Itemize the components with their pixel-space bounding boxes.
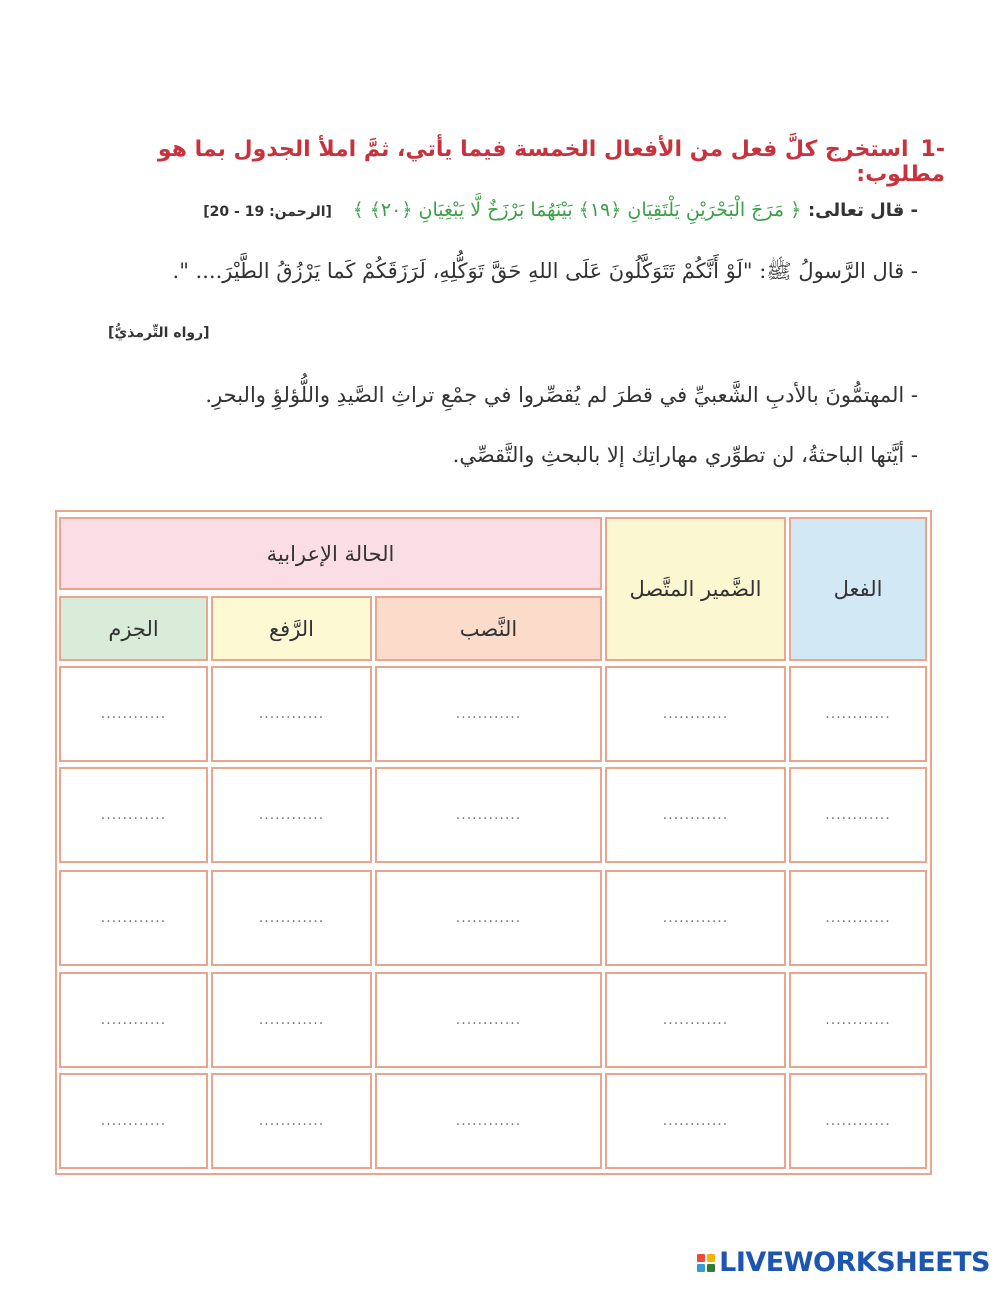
answer-placeholder: ............: [258, 706, 325, 722]
header-verb: الفعل: [789, 517, 927, 661]
answer-placeholder: ............: [825, 1113, 891, 1129]
answer-cell-verb[interactable]: [789, 972, 927, 1068]
answer-cell-verb[interactable]: [789, 767, 927, 863]
answer-cell-jazm[interactable]: [59, 666, 208, 762]
answer-cell-verb[interactable]: [789, 666, 927, 762]
answer-placeholder: ............: [455, 1113, 522, 1129]
quran-intro: - قال تعالى:: [807, 200, 918, 221]
header-attached-pronoun: الضَّمير المتَّصل: [605, 517, 786, 661]
sentence-4: - أيَّتها الباحثةُ، لن تطوِّري مهاراتِك إلا بالبحثِ والتَّقصِّي.: [452, 443, 918, 467]
answer-cell-verb[interactable]: [789, 870, 927, 966]
answer-cell-jazm[interactable]: [59, 1073, 208, 1169]
answer-placeholder: ............: [258, 1012, 325, 1028]
answer-placeholder: ............: [825, 1012, 891, 1028]
answer-placeholder: ............: [455, 910, 522, 926]
exercise-number: -1: [920, 137, 945, 162]
answer-cell-pronoun[interactable]: [605, 666, 786, 762]
answer-cell-raf[interactable]: [211, 666, 372, 762]
answer-cell-jazm[interactable]: [59, 972, 208, 1068]
header-grammatical-case: الحالة الإعرابية: [59, 517, 602, 590]
answer-placeholder: ............: [662, 1113, 729, 1129]
exercise-instruction-text: استخرج كلَّ فعل من الأفعال الخمسة فيما يأتي، ثمَّ املأ الجدول بما هو مطلوب:: [157, 137, 945, 187]
brand-name: LIVEWORKSHEETS: [719, 1247, 990, 1278]
answer-placeholder: ............: [100, 1012, 167, 1028]
answer-placeholder: ............: [455, 1012, 522, 1028]
hadith-narrator: [رواه التِّرمذيُّ]: [108, 325, 210, 341]
quran-line: [98, 197, 918, 221]
answer-cell-nasb[interactable]: [375, 666, 602, 762]
answer-placeholder: ............: [258, 1113, 325, 1129]
answer-placeholder: ............: [455, 807, 522, 823]
liveworksheets-logo-icon: [697, 1254, 715, 1272]
answer-placeholder: ............: [662, 807, 729, 823]
answer-cell-raf[interactable]: [211, 972, 372, 1068]
answer-cell-pronoun[interactable]: [605, 972, 786, 1068]
answer-cell-raf[interactable]: [211, 870, 372, 966]
answer-cell-pronoun[interactable]: [605, 767, 786, 863]
sentence-3: - المهتمُّونَ بالأدبِ الشَّعبيِّ في قطرَ لم يُقصِّروا في جمْعِ تراثِ الصَّيدِ واللُّؤلؤِ والبحرِ.: [205, 383, 918, 407]
header-jazm: الجزم: [59, 596, 208, 661]
answer-cell-pronoun[interactable]: [605, 870, 786, 966]
answer-placeholder: ............: [258, 910, 325, 926]
answer-placeholder: ............: [100, 706, 167, 722]
answer-placeholder: ............: [662, 1012, 729, 1028]
answer-placeholder: ............: [662, 910, 729, 926]
quran-reference: [الرحمن: 19 - 20]: [203, 204, 332, 220]
answer-cell-raf[interactable]: [211, 767, 372, 863]
hadith-line: - قال الرَّسولُ ﷺ: "لَوْ أَنَّكُمْ تَتَوَكَّلُونَ عَلَى اللهِ حَقَّ تَوَكُّلِهِ، لَرَزَقَكُمْ كَما يَرْزُقُ الطَّيْرَ.... ".: [172, 259, 918, 283]
header-raf: الرَّفع: [211, 596, 372, 661]
answer-placeholder: ............: [825, 706, 891, 722]
quran-verse: ﴿ مَرَجَ الْبَحْرَيْنِ يَلْتَقِيَانِ ﴿١٩﴾ بَيْنَهُمَا بَرْزَخٌ لَّا يَبْغِيَانِ ﴿٢٠﴾ ﴾: [352, 199, 802, 221]
answer-placeholder: ............: [455, 706, 522, 722]
answer-placeholder: ............: [100, 807, 167, 823]
answer-cell-nasb[interactable]: [375, 1073, 602, 1169]
liveworksheets-logo: [697, 1247, 990, 1278]
answer-cell-jazm[interactable]: [59, 870, 208, 966]
answer-cell-nasb[interactable]: [375, 767, 602, 863]
answer-placeholder: ............: [100, 910, 167, 926]
answer-placeholder: ............: [825, 910, 891, 926]
answer-cell-pronoun[interactable]: [605, 1073, 786, 1169]
answer-cell-verb[interactable]: [789, 1073, 927, 1169]
answer-cell-raf[interactable]: [211, 1073, 372, 1169]
exercise-instruction: [65, 137, 945, 187]
header-nasb: النَّصب: [375, 596, 602, 661]
answer-placeholder: ............: [100, 1113, 167, 1129]
answer-placeholder: ............: [662, 706, 729, 722]
answer-placeholder: ............: [825, 807, 891, 823]
answer-cell-jazm[interactable]: [59, 767, 208, 863]
answer-cell-nasb[interactable]: [375, 870, 602, 966]
answer-placeholder: ............: [258, 807, 325, 823]
answer-cell-nasb[interactable]: [375, 972, 602, 1068]
